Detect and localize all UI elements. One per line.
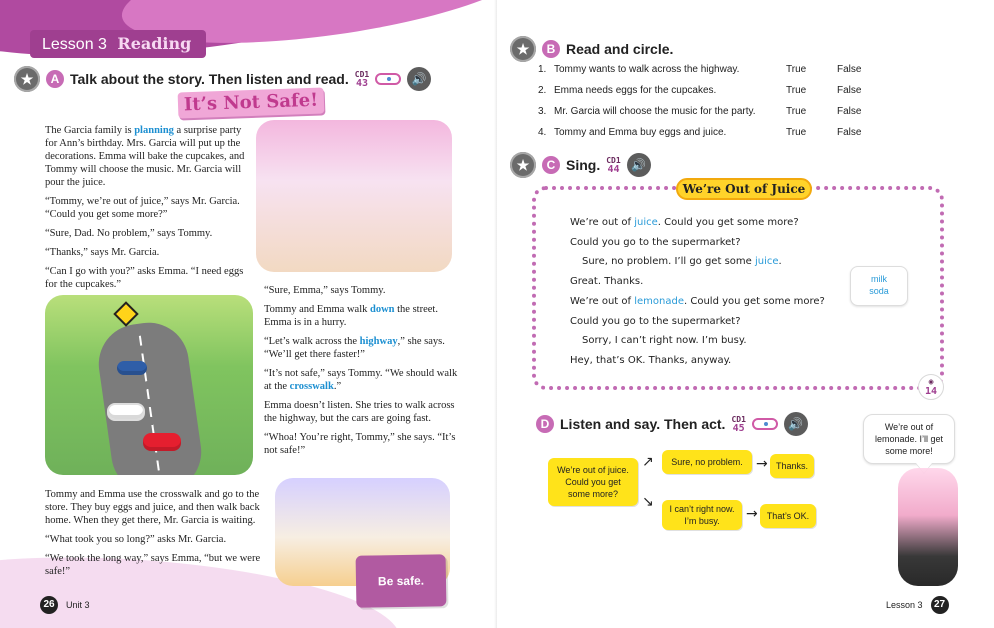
paragraph: “It’s not safe,” says Tommy. “We should walk at the crosswalk.” (264, 368, 458, 392)
section-d-letter: D (536, 415, 554, 433)
paragraph: “Can I go with you?” asks Emma. “I need eggs for the cupcakes.” (45, 266, 244, 290)
true-option[interactable]: True (786, 106, 807, 117)
paragraph: “Let’s walk across the highway,” she says. “We’ll get there faster!” (264, 336, 445, 360)
true-option[interactable]: True (786, 127, 807, 138)
section-c-title: Sing. (566, 157, 601, 173)
item-number: 4. (538, 127, 547, 138)
item-text: Mr. Garcia will choose the music for the party. (554, 106, 756, 117)
lyric-line: Sure, no problem. I’ll go get some juice. (582, 256, 782, 268)
lyric-line: Could you go to the supermarket? (570, 236, 741, 248)
left-footer (40, 596, 90, 614)
dialog-start: We’re out of juice. Could you get some more? (548, 458, 638, 506)
audio-track-number: 14 (924, 386, 938, 397)
arrow-icon: ↗ (642, 454, 654, 470)
story-title: It’s Not Safe! (178, 87, 325, 118)
paragraph: “What took you so long?” asks Mr. Garcia. (45, 534, 227, 545)
party-illustration (256, 120, 452, 272)
cd-track-indicator (606, 156, 620, 174)
highlighted-word: down (370, 304, 395, 315)
true-false-list (538, 64, 878, 148)
cd-track-number: 45 (732, 423, 745, 434)
star-icon: ★ (14, 66, 40, 92)
lesson-type: Reading (117, 34, 192, 53)
section-d-header (536, 412, 808, 436)
story-column-left (45, 124, 249, 297)
highlighted-word: planning (134, 125, 174, 136)
true-option[interactable]: True (786, 64, 807, 75)
lyric-line: We’re out of lemonade. Could you get some more? (570, 295, 825, 307)
paragraph: “We took the long way,” says Emma, “but we were safe!” (45, 553, 261, 577)
cd-track-number: 43 (355, 78, 368, 89)
section-d-title: Listen and say. Then act. (560, 416, 726, 432)
section-c-letter: C (542, 156, 560, 174)
car-red (143, 433, 181, 451)
story-column-right (264, 284, 458, 463)
highlighted-word: crosswalk (289, 381, 334, 392)
star-icon: ★ (510, 36, 536, 62)
true-option[interactable]: True (786, 85, 807, 96)
page-number-right: 27 (931, 596, 949, 614)
road-shape (94, 318, 207, 475)
car-blue (117, 361, 147, 375)
section-b-header (510, 36, 673, 62)
song-title: We’re Out of Juice (676, 178, 812, 200)
paragraph: The Garcia family is planning a surprise party for Ann’s birthday. Mrs. Garcia will put up the decorations. Emma will bake the cupcakes, and Tommy will choose the music. Mr. Garcia will pour the juice. (45, 125, 245, 188)
highlighted-word: highway (359, 336, 398, 347)
speaker-icon[interactable]: 🔊 (407, 67, 431, 91)
cd-track-indicator (731, 415, 745, 433)
be-safe-note: Be safe. (356, 554, 447, 608)
lesson-label: Lesson 3 (42, 36, 107, 53)
speaker-icon[interactable]: 🔊 (627, 153, 651, 177)
cd-label: CD1 (731, 415, 746, 424)
true-false-row (538, 106, 878, 127)
girl-illustration (898, 468, 958, 586)
substitution-hint (850, 266, 908, 306)
section-b-letter: B (542, 40, 560, 58)
unit-label: Unit 3 (66, 600, 90, 610)
paragraph: Emma doesn’t listen. She tries to walk across the highway, but the cars are going fast. (264, 400, 455, 424)
false-option[interactable]: False (837, 85, 862, 96)
lesson-footer-label: Lesson 3 (886, 600, 923, 610)
dialog-thanks: Thanks. (770, 454, 814, 478)
section-a-letter: A (46, 70, 64, 88)
song-lyrics (570, 213, 870, 371)
lyric-line: Great. Thanks. (570, 276, 644, 288)
glasses-icon (752, 418, 778, 430)
paragraph: “Tommy, we’re out of juice,” says Mr. Garcia. “Could you get some more?” (45, 196, 240, 220)
item-number: 2. (538, 85, 547, 96)
dialog-yes: Sure, no problem. (662, 450, 752, 474)
cd-track-indicator (355, 70, 369, 88)
speaker-icon[interactable]: 🔊 (784, 412, 808, 436)
story-bottom (45, 488, 270, 584)
audio-track-badge (918, 374, 944, 400)
right-footer (886, 596, 949, 614)
highlighted-word: juice (754, 256, 779, 268)
paragraph: “Sure, Emma,” says Tommy. (264, 285, 386, 296)
lyric-line: We’re out of juice. Could you get some more? (570, 217, 799, 228)
glasses-icon (375, 73, 401, 85)
highlighted-word: juice (634, 217, 658, 228)
cd-track-number: 44 (607, 164, 620, 175)
audio-icon: ◉ (928, 377, 934, 386)
false-option[interactable]: False (837, 64, 862, 75)
arrow-icon: → (746, 506, 758, 522)
true-false-row (538, 127, 878, 148)
highlighted-word: lemonade (634, 295, 684, 307)
paragraph: Tommy and Emma walk down the street. Emma is in a hurry. (264, 304, 438, 328)
cd-label: CD1 (354, 70, 370, 79)
section-a-title: Talk about the story. Then listen and read. (70, 71, 349, 87)
dialog-no: I can’t right now. I’m busy. (662, 500, 742, 530)
item-text: Emma needs eggs for the cupcakes. (554, 85, 717, 96)
item-number: 3. (538, 106, 547, 117)
false-option[interactable]: False (837, 106, 862, 117)
page-number-left: 26 (40, 596, 58, 614)
crosswalk-sign-icon (113, 301, 138, 326)
section-b-title: Read and circle. (566, 41, 674, 57)
arrow-icon: ↘ (642, 494, 654, 510)
item-text: Tommy and Emma buy eggs and juice. (554, 127, 727, 138)
car-white (107, 403, 145, 421)
paragraph: Tommy and Emma use the crosswalk and go to the store. They buy eggs and juice, and then walk back home. When they get there, Mr. Garcia is waiting. (45, 489, 260, 526)
true-false-row (538, 85, 878, 106)
section-a-header (14, 66, 431, 92)
lyric-line: Hey, that’s OK. Thanks, anyway. (570, 354, 732, 366)
true-false-row (538, 64, 878, 85)
section-c-header (510, 152, 651, 178)
lesson-header (30, 30, 206, 58)
hint-word-1: milk (871, 274, 887, 284)
item-text: Tommy wants to walk across the highway. (554, 64, 740, 75)
arrow-icon: → (756, 456, 768, 472)
hint-word-2: soda (869, 286, 889, 296)
paragraph: “Sure, Dad. No problem,” says Tommy. (45, 228, 213, 239)
cd-label: CD1 (606, 156, 621, 165)
star-icon: ★ (510, 152, 536, 178)
paragraph: “Whoa! You’re right, Tommy,” she says. “It’s not safe!” (264, 432, 456, 456)
lyric-line: Sorry, I can’t right now. I’m busy. (582, 335, 747, 347)
lyric-line: Could you go to the supermarket? (570, 315, 741, 327)
paragraph: “Thanks,” says Mr. Garcia. (45, 247, 160, 258)
false-option[interactable]: False (837, 127, 862, 138)
dialog-ok: That’s OK. (760, 504, 816, 528)
speech-bubble: We’re out of lemonade. I’ll get some more! (863, 414, 955, 464)
highway-illustration (45, 295, 253, 475)
item-number: 1. (538, 64, 547, 75)
